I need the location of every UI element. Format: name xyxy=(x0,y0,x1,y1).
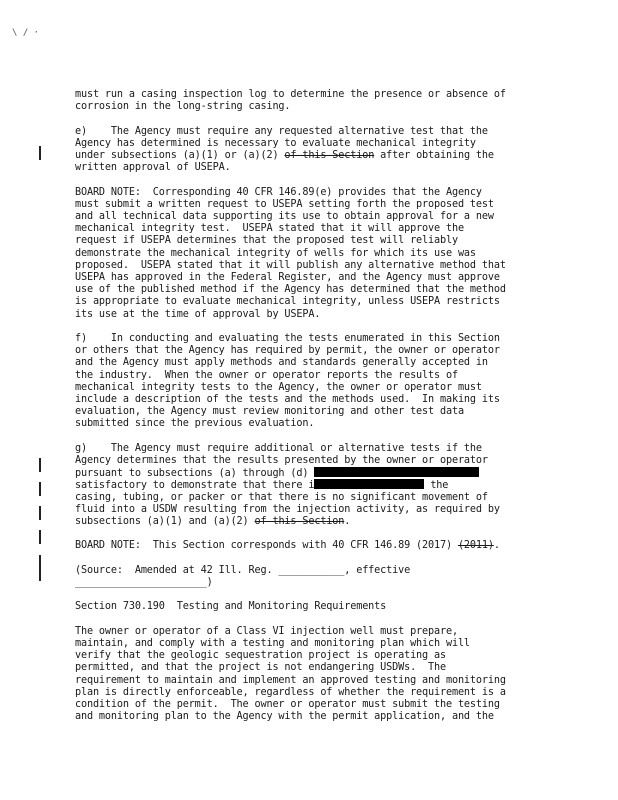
text-line: The owner or operator of a Class VI injection well must prepare, xyxy=(75,625,458,637)
text-line: request if USEPA determines that the proposed test will reliably xyxy=(75,235,458,247)
revision-bar xyxy=(39,555,41,581)
text-line: must run a casing inspection log to determine the presence or absence of xyxy=(75,89,506,100)
text-line: its use at the time of approval by USEPA. xyxy=(75,308,321,320)
redaction-block xyxy=(314,467,479,477)
text-line: maintain, and comply with a testing and monitoring plan which will xyxy=(75,638,470,649)
text-line: use of the published method if the Agency has determined that the method xyxy=(75,284,506,296)
text-line: fluid into a USDW resulting from the injection activity, as required by xyxy=(75,503,500,515)
text-line: and all technical data supporting its use to obtain approval for a new xyxy=(75,211,494,222)
text-line: written approval of USEPA. xyxy=(75,162,231,174)
text-line: the industry. When the owner or operator reports the results of xyxy=(75,369,458,381)
text-line: and monitoring plan to the Agency with the permit application, and the xyxy=(75,711,494,723)
text-line: USEPA has approved in the Federal Register, and the Agency must approve xyxy=(75,272,500,283)
deleted-text: (2011) xyxy=(457,540,494,552)
revision-bar xyxy=(39,482,41,496)
text-line: or others that the Agency has required by permit, the owner or operator xyxy=(75,345,500,357)
text-line: mechanical integrity test. USEPA stated that it will approve the xyxy=(75,223,464,235)
scan-marks: \ / · xyxy=(12,28,40,38)
text-line: corrosion in the long-string casing. xyxy=(75,101,291,113)
revision-bar xyxy=(39,506,41,520)
text-line: g) The Agency must require additional or alternative tests if the xyxy=(75,442,482,454)
text-line: condition of the permit. The owner or operator must submit the testing xyxy=(75,699,500,710)
text-line: permitted, and that the project is not endangering USDWs. The xyxy=(75,662,446,674)
text-line: proposed. USEPA stated that it will publish any alternative method that xyxy=(75,259,506,271)
deleted-text: of this Section xyxy=(254,516,345,527)
text-line: verify that the geologic sequestration project is operating as xyxy=(75,650,446,662)
text-line: mechanical integrity tests to the Agency, the owner or operator must xyxy=(75,381,482,393)
text-line: Section 730.190 Testing and Monitoring Requirements xyxy=(75,601,387,613)
text-line: is appropriate to evaluate mechanical integrity, unless USEPA restricts xyxy=(75,296,500,308)
revision-bar xyxy=(39,458,41,472)
text-line: subsections (a)(1) and (a)(2) of this Section. xyxy=(75,516,351,527)
text-line: plan is directly enforceable, regardless of whether the requirement is a xyxy=(75,686,506,698)
text-line: and the Agency must apply methods and standards generally accepted in xyxy=(75,357,488,369)
redaction-block xyxy=(314,479,424,489)
text-line: submitted since the previous evaluation. xyxy=(75,418,315,430)
revision-bar xyxy=(39,530,41,544)
text-line: casing, tubing, or packer or that there is no significant movement of xyxy=(75,491,488,503)
revision-bar xyxy=(39,146,41,160)
text-line: requirement to maintain and implement an approved testing and monitoring xyxy=(75,674,506,686)
text-line: Agency determines that the results presented by the owner or operator xyxy=(75,455,488,466)
text-line: Agency has determined is necessary to evaluate mechanical integrity xyxy=(75,137,476,149)
text-line: f) In conducting and evaluating the tests enumerated in this Section xyxy=(75,333,500,344)
deleted-text: of this Section xyxy=(284,150,375,161)
text-line: must submit a written request to USEPA setting forth the proposed test xyxy=(75,198,494,210)
text-line: ______________________) xyxy=(75,577,213,588)
text-line: evaluation, the Agency must review monitoring and other test data xyxy=(75,406,464,418)
text-line: under subsections (a)(1) or (a)(2) of this Section after obtaining the xyxy=(75,150,494,161)
text-line: include a description of the tests and the methods used. In making its xyxy=(75,394,500,405)
text-line: demonstrate the mechanical integrity of wells for which its use was xyxy=(75,247,476,259)
text-line: (Source: Amended at 42 Ill. Reg. ___________, effective xyxy=(75,564,411,576)
text-line: BOARD NOTE: This Section corresponds with 40 CFR 146.89 (2017) (2011). xyxy=(75,540,500,552)
text-line: pursuant to subsections (a) through (d) xyxy=(75,467,479,480)
text-line: e) The Agency must require any requested alternative test that the xyxy=(75,125,488,137)
text-line: satisfactory to demonstrate that there i the xyxy=(75,480,449,492)
text-line: BOARD NOTE: Corresponding 40 CFR 146.89(e) provides that the Agency xyxy=(75,186,482,198)
